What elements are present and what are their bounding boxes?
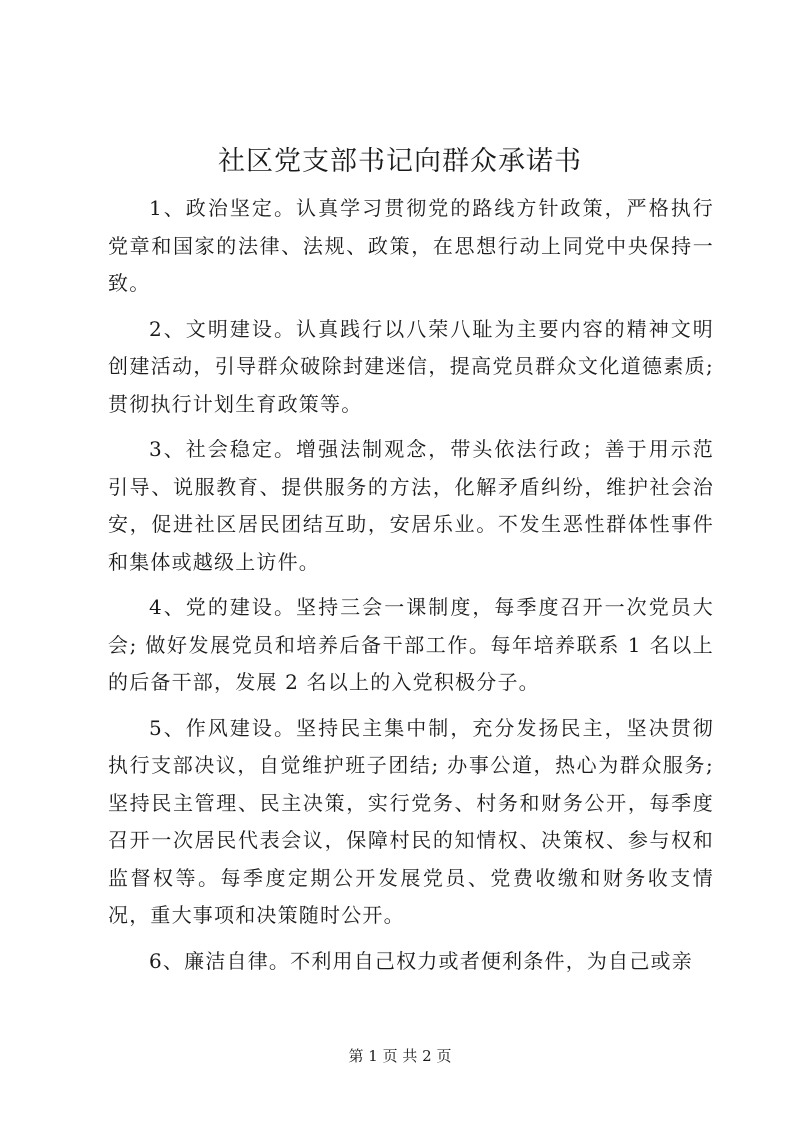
- document-body: [108, 190, 714, 988]
- paragraph-civilization: 2、文明建设。认真践行以八荣八耻为主要内容的精神文明创建活动，引导群众破除封建迷信，提高党员群众文化道德素质;贯彻执行计划生育政策等。: [108, 316, 714, 416]
- paragraph-integrity: 6、廉洁自律。不利用自己权力或者便利条件，为自己或亲: [149, 948, 693, 973]
- page-footer: 第 1 页 共 2 页: [348, 1047, 452, 1065]
- paragraph-stability: 3、社会稳定。增强法制观念，带头依法行政；善于用示范引导、说服教育、提供服务的方法，化解矛盾纠纷，维护社会治安，促进社区居民团结互助，安居乐业。不发生恶性群体性事件和集体或越级上访件。: [108, 437, 714, 574]
- document-title: 社区党支部书记向群众承诺书: [218, 146, 582, 177]
- paragraph-political: 1、政治坚定。认真学习贯彻党的路线方针政策，严格执行党章和国家的法律、法规、政策，在思想行动上同党中央保持一致。: [108, 196, 714, 295]
- paragraph-work-style: 5、作风建设。坚持民主集中制，充分发扬民主，坚决贯彻执行支部决议，自觉维护班子团结; 办事公道，热心为群众服务;坚持民主管理、民主决策，实行党务、村务和财务公开，每季度召开一次居民代表会议，保障村民的知情权、决策权、参与权和监督权等。每季度定期公开发展党员、党费收缴和财务收支情况，重大事项和决策随时公开。: [108, 715, 714, 927]
- paragraph-party-building: 4、党的建设。坚持三会一课制度，每季度召开一次党员大会; 做好发展党员和培养后备干部工作。每年培养联系 1 名以上的后备干部，发展 2 名以上的入党积极分子。: [108, 595, 714, 694]
